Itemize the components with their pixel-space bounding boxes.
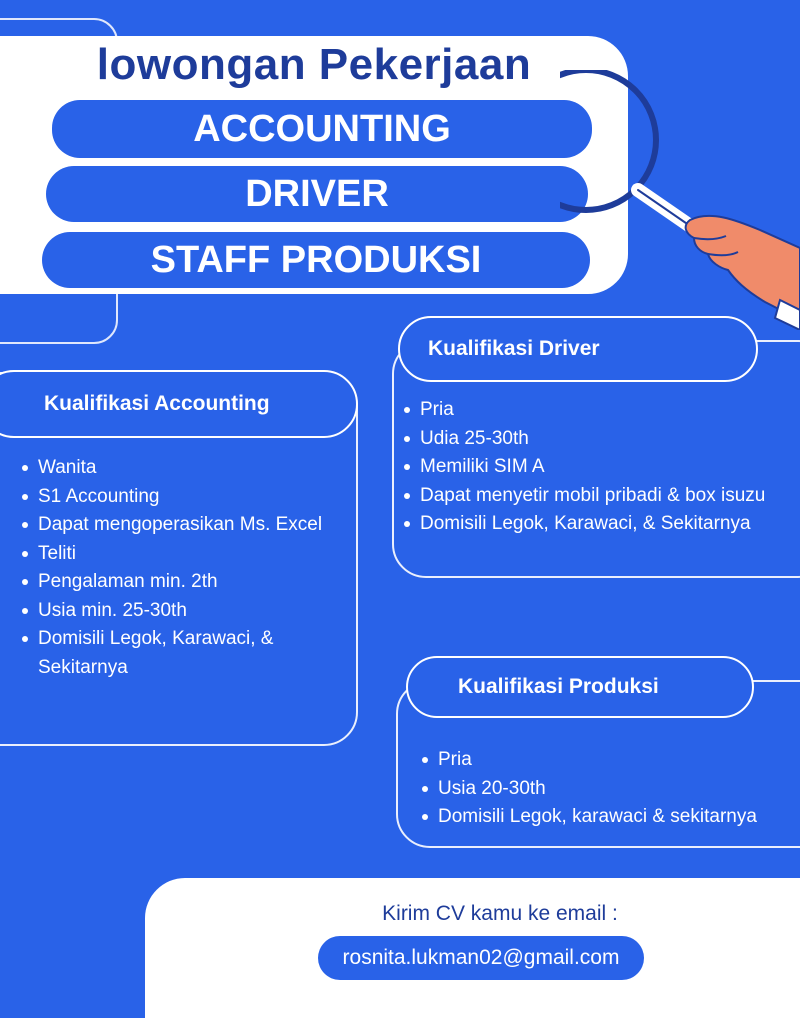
list-item: Usia 20-30th <box>420 775 796 804</box>
list-item: Domisili Legok, karawaci & sekitarnya <box>420 803 796 832</box>
accounting-section-title-text: Kualifikasi Accounting <box>44 392 270 415</box>
position-pill-staff-produksi: STAFF PRODUKSI <box>42 232 590 288</box>
list-item: Usia min. 25-30th <box>20 597 360 626</box>
list-item: Wanita <box>20 454 360 483</box>
driver-section-title-text: Kualifikasi Driver <box>428 337 600 360</box>
list-item: Memiliki SIM A <box>402 453 800 482</box>
list-item: Dapat menyetir mobil pribadi & box isuzu <box>402 482 800 511</box>
magnifier-hand-icon <box>560 70 800 330</box>
list-item: Udia 25-30th <box>402 425 800 454</box>
list-item: Domisili Legok, Karawaci, & Sekitarnya <box>20 625 328 682</box>
accounting-section-title <box>0 370 358 438</box>
driver-section-title <box>398 316 758 382</box>
produksi-section-title-text: Kualifikasi Produksi <box>458 675 659 698</box>
accounting-list <box>20 454 360 682</box>
page-title: lowongan Pekerjaan <box>96 40 532 89</box>
list-item: Teliti <box>20 540 360 569</box>
driver-list <box>402 396 800 539</box>
position-pill-driver: DRIVER <box>46 166 588 222</box>
list-item: Domisili Legok, Karawaci, & Sekitarnya <box>402 510 800 539</box>
list-item: S1 Accounting <box>20 483 360 512</box>
list-item: Pria <box>420 746 796 775</box>
list-item: Pria <box>402 396 800 425</box>
list-item: Pengalaman min. 2th <box>20 568 360 597</box>
produksi-section-title <box>406 656 754 718</box>
email-link[interactable]: rosnita.lukman02@gmail.com <box>318 936 644 980</box>
produksi-list <box>420 746 796 832</box>
contact-label: Kirim CV kamu ke email : <box>382 902 618 925</box>
position-pill-accounting: ACCOUNTING <box>52 100 592 158</box>
list-item: Dapat mengoperasikan Ms. Excel <box>20 511 360 540</box>
